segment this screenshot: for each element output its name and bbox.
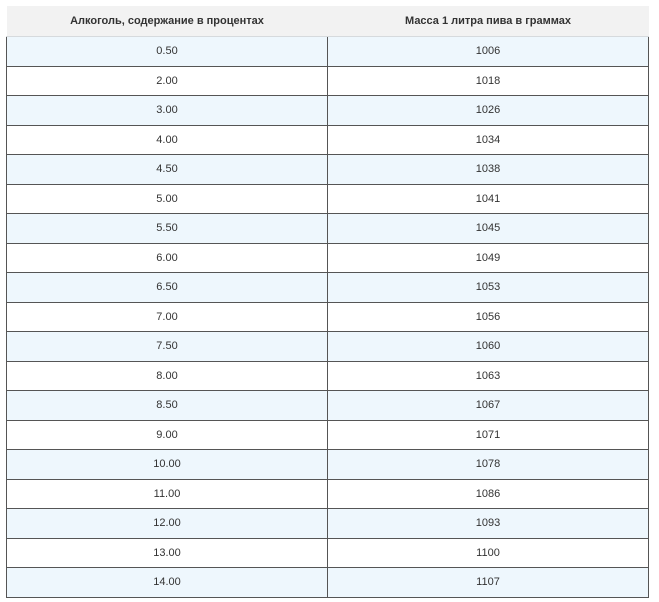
alcohol-percent-cell: 8.50 <box>7 391 328 421</box>
mass-grams-cell: 1107 <box>328 568 649 598</box>
mass-grams-cell: 1071 <box>328 420 649 450</box>
alcohol-percent-cell: 6.00 <box>7 243 328 273</box>
mass-grams-cell: 1038 <box>328 155 649 185</box>
table-row <box>7 214 649 244</box>
mass-grams-cell: 1049 <box>328 243 649 273</box>
table-row <box>7 450 649 480</box>
table-row <box>7 420 649 450</box>
mass-grams-cell: 1018 <box>328 66 649 96</box>
mass-grams-cell: 1060 <box>328 332 649 362</box>
table-row <box>7 243 649 273</box>
alcohol-percent-cell: 9.00 <box>7 420 328 450</box>
mass-grams-cell: 1006 <box>328 37 649 67</box>
table-row <box>7 96 649 126</box>
alcohol-percent-cell: 13.00 <box>7 538 328 568</box>
alcohol-percent-cell: 14.00 <box>7 568 328 598</box>
alcohol-percent-cell: 5.00 <box>7 184 328 214</box>
mass-grams-cell: 1041 <box>328 184 649 214</box>
table-row <box>7 568 649 598</box>
table-row <box>7 184 649 214</box>
mass-grams-cell: 1093 <box>328 509 649 539</box>
mass-grams-cell: 1100 <box>328 538 649 568</box>
beer-density-table <box>6 6 649 598</box>
header-mass-per-liter: Масса 1 литра пива в граммах <box>328 6 649 37</box>
alcohol-percent-cell: 4.50 <box>7 155 328 185</box>
table-body <box>7 37 649 598</box>
table-row <box>7 509 649 539</box>
mass-grams-cell: 1026 <box>328 96 649 126</box>
alcohol-percent-cell: 6.50 <box>7 273 328 303</box>
alcohol-percent-cell: 0.50 <box>7 37 328 67</box>
alcohol-percent-cell: 12.00 <box>7 509 328 539</box>
header-alcohol-percent: Алкоголь, содержание в процентах <box>7 6 328 37</box>
table-row <box>7 302 649 332</box>
beer-density-table-container <box>6 6 649 598</box>
alcohol-percent-cell: 5.50 <box>7 214 328 244</box>
mass-grams-cell: 1063 <box>328 361 649 391</box>
alcohol-percent-cell: 4.00 <box>7 125 328 155</box>
table-row <box>7 361 649 391</box>
mass-grams-cell: 1053 <box>328 273 649 303</box>
alcohol-percent-cell: 11.00 <box>7 479 328 509</box>
table-header-row <box>7 6 649 37</box>
mass-grams-cell: 1056 <box>328 302 649 332</box>
table-row <box>7 538 649 568</box>
alcohol-percent-cell: 7.50 <box>7 332 328 362</box>
table-row <box>7 37 649 67</box>
alcohol-percent-cell: 7.00 <box>7 302 328 332</box>
mass-grams-cell: 1086 <box>328 479 649 509</box>
alcohol-percent-cell: 8.00 <box>7 361 328 391</box>
mass-grams-cell: 1045 <box>328 214 649 244</box>
mass-grams-cell: 1034 <box>328 125 649 155</box>
mass-grams-cell: 1078 <box>328 450 649 480</box>
alcohol-percent-cell: 2.00 <box>7 66 328 96</box>
alcohol-percent-cell: 10.00 <box>7 450 328 480</box>
table-row <box>7 125 649 155</box>
table-row <box>7 155 649 185</box>
table-row <box>7 391 649 421</box>
table-row <box>7 479 649 509</box>
table-row <box>7 273 649 303</box>
mass-grams-cell: 1067 <box>328 391 649 421</box>
table-row <box>7 332 649 362</box>
table-row <box>7 66 649 96</box>
alcohol-percent-cell: 3.00 <box>7 96 328 126</box>
